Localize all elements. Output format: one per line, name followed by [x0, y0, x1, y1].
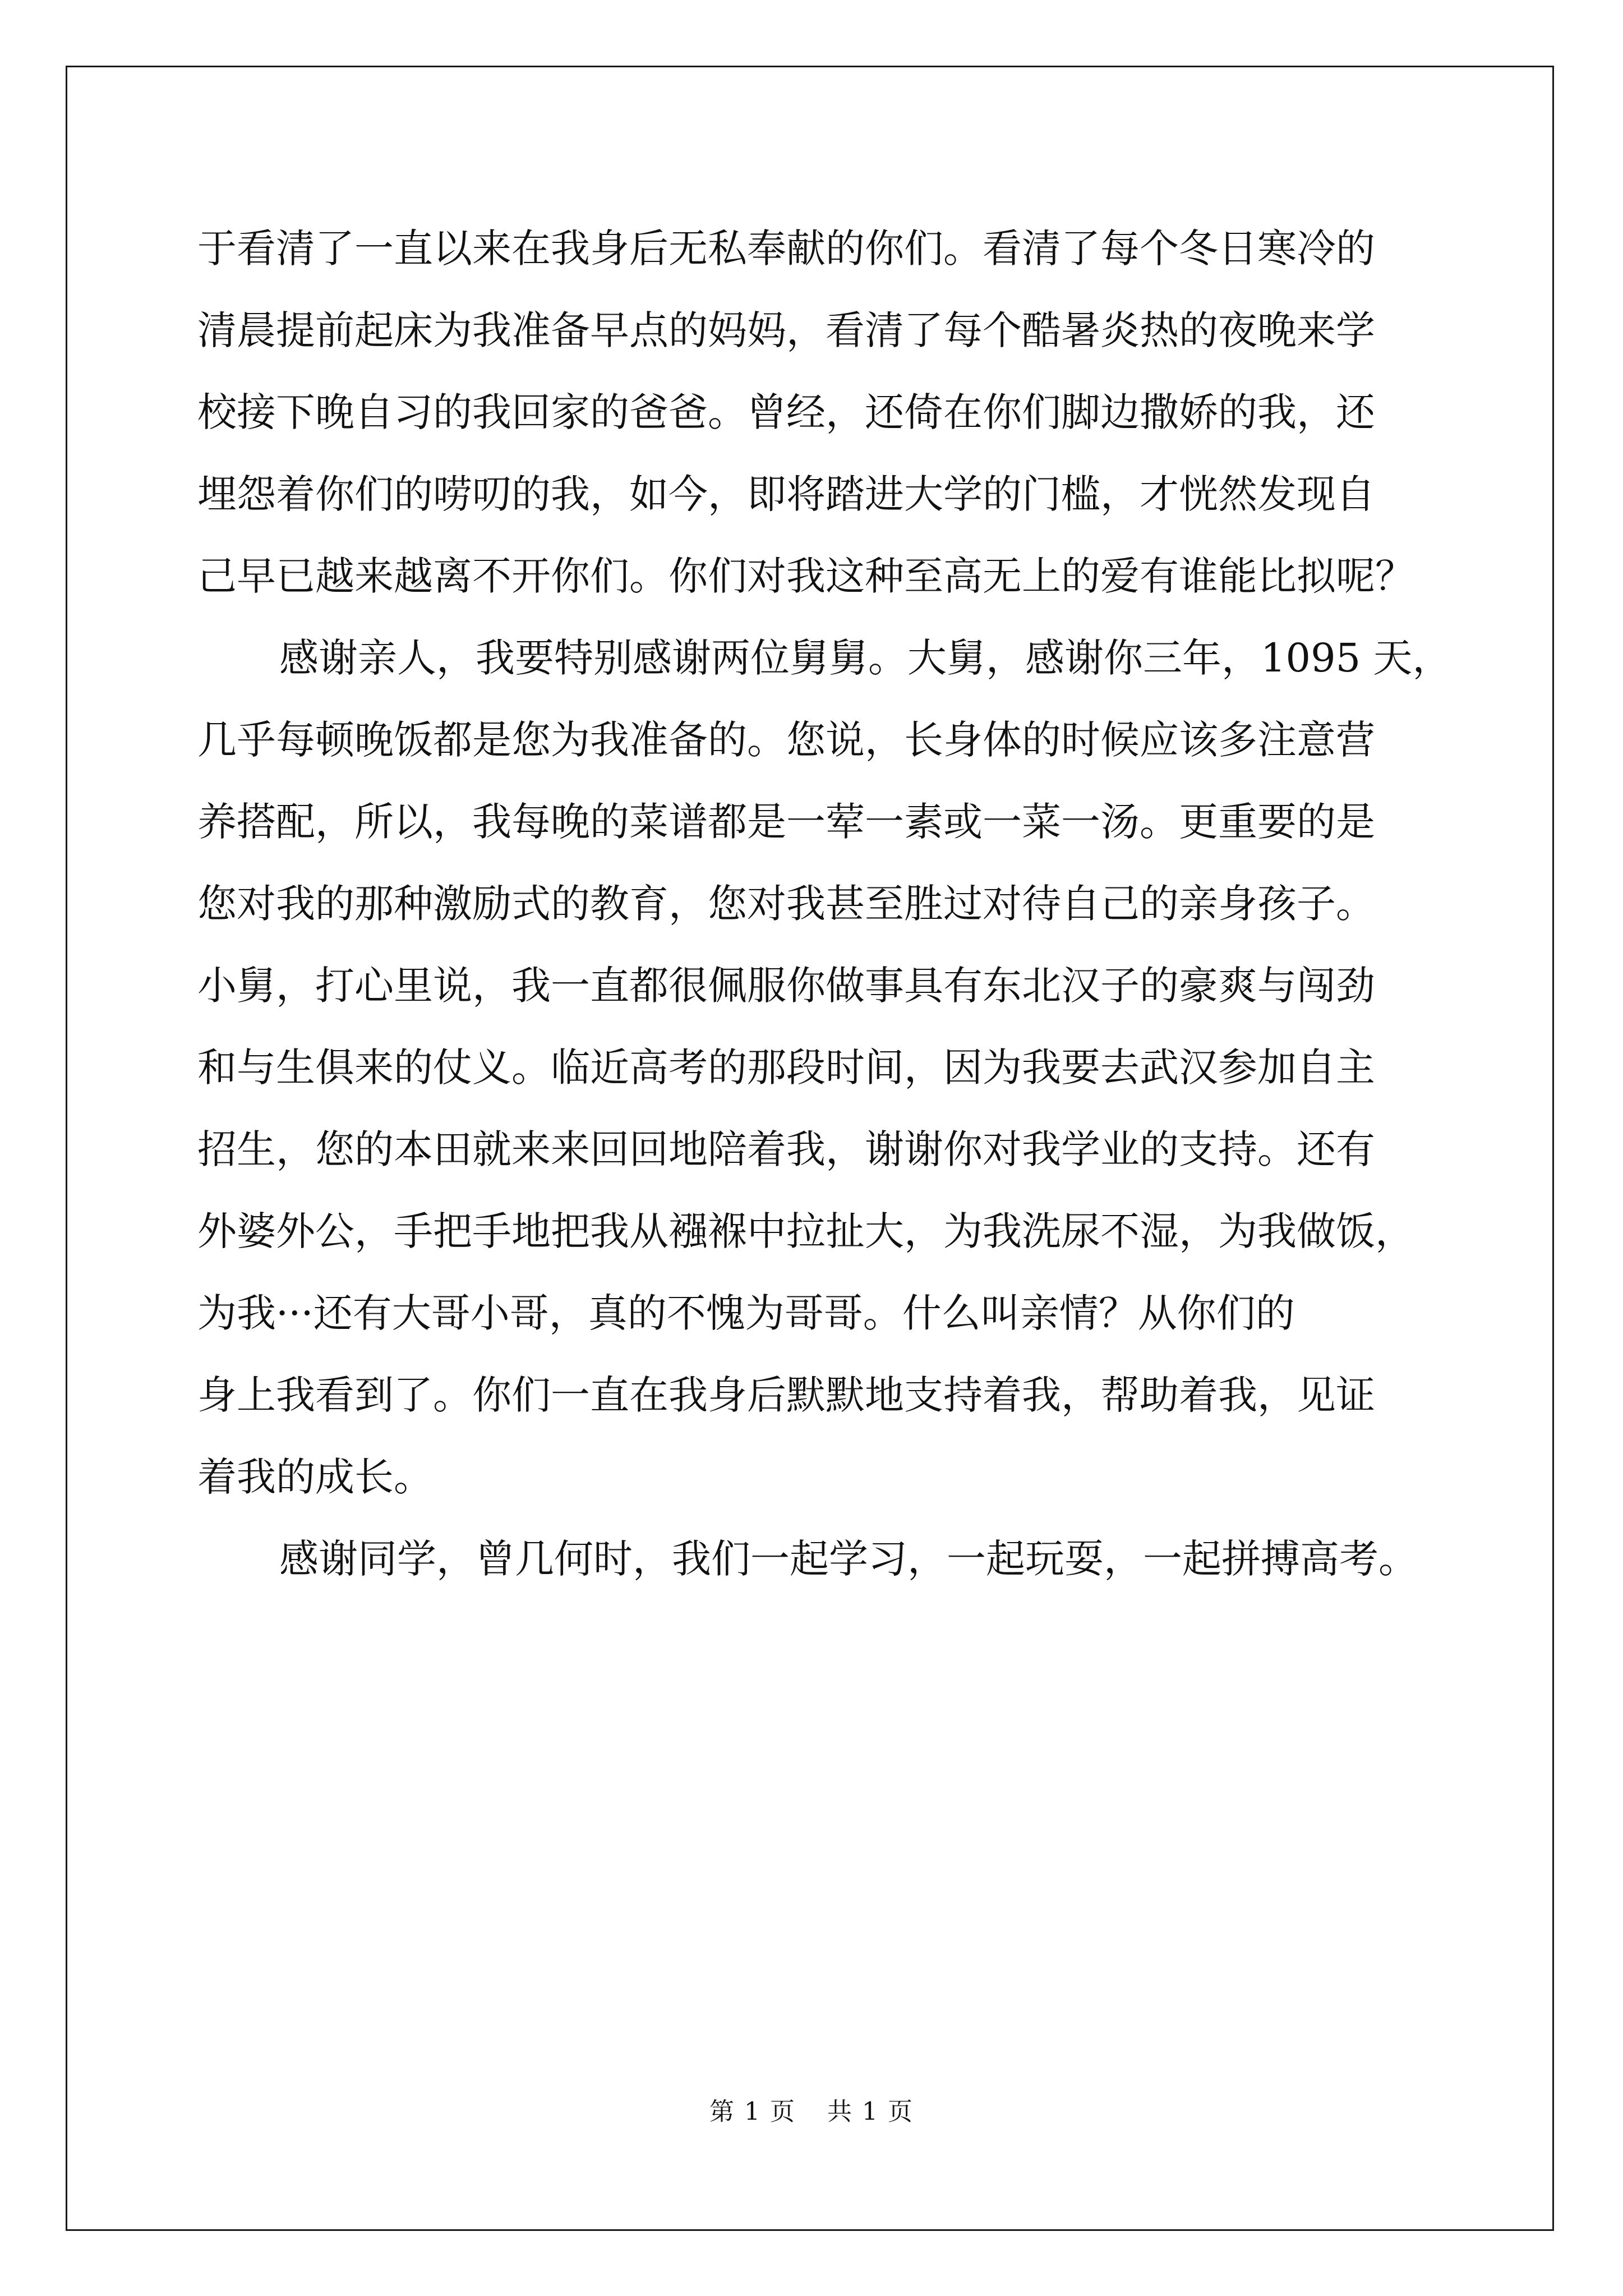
text-line: 校接下晚自习的我回家的爸爸。曾经，还倚在你们脚边撒娇的我，还: [197, 389, 1375, 435]
text-line: 招生，您的本田就来来回回地陪着我，谢谢你对我学业的支持。还有: [197, 1126, 1375, 1172]
text-line: 外婆外公，手把手地把我从襁褓中拉扯大，为我洗尿不湿，为我做饭，: [197, 1208, 1414, 1254]
text-line: 埋怨着你们的唠叨的我，如今，即将踏进大学的门槛，才恍然发现自: [197, 471, 1375, 517]
paragraph-start-line: 感谢亲人，我要特别感谢两位舅舅。大舅，感谢你三年，1095 天，: [279, 635, 1452, 681]
text-line: 着我的成长。: [197, 1454, 433, 1500]
text-line: 身上我看到了。你们一直在我身后默默地支持着我，帮助着我，见证: [197, 1372, 1375, 1418]
page-total: 共 1 页: [827, 2097, 914, 2126]
text-line: 清晨提前起床为我准备早点的妈妈，看清了每个酷暑炎热的夜晚来学: [197, 307, 1375, 353]
document-body: [197, 208, 1452, 1600]
text-line: 为我···还有大哥小哥，真的不愧为哥哥。什么叫亲情？从你们的: [197, 1290, 1295, 1336]
text-line: 小舅，打心里说，我一直都很佩服你做事具有东北汉子的豪爽与闯劲: [197, 963, 1375, 1009]
page-number: 第 1 页: [709, 2097, 796, 2126]
text-line: 几乎每顿晚饭都是您为我准备的。您说，长身体的时候应该多注意营: [197, 717, 1375, 763]
text-line: 于看清了一直以来在我身后无私奉献的你们。看清了每个冬日寒冷的: [197, 226, 1375, 272]
page-footer: [0, 2091, 1623, 2127]
text-line: 养搭配，所以，我每晚的菜谱都是一荤一素或一菜一汤。更重要的是: [197, 799, 1375, 845]
text-line: 您对我的那种激励式的教育，您对我甚至胜过对待自己的亲身孩子。: [197, 881, 1375, 927]
text-line: 和与生俱来的仗义。临近高考的那段时间，因为我要去武汉参加自主: [197, 1045, 1375, 1091]
paragraph-start-line: 感谢同学，曾几何时，我们一起学习，一起玩耍，一起拼搏高考。: [279, 1536, 1418, 1582]
text-line: 己早已越来越离不开你们。你们对我这种至高无上的爱有谁能比拟呢？: [197, 553, 1414, 599]
